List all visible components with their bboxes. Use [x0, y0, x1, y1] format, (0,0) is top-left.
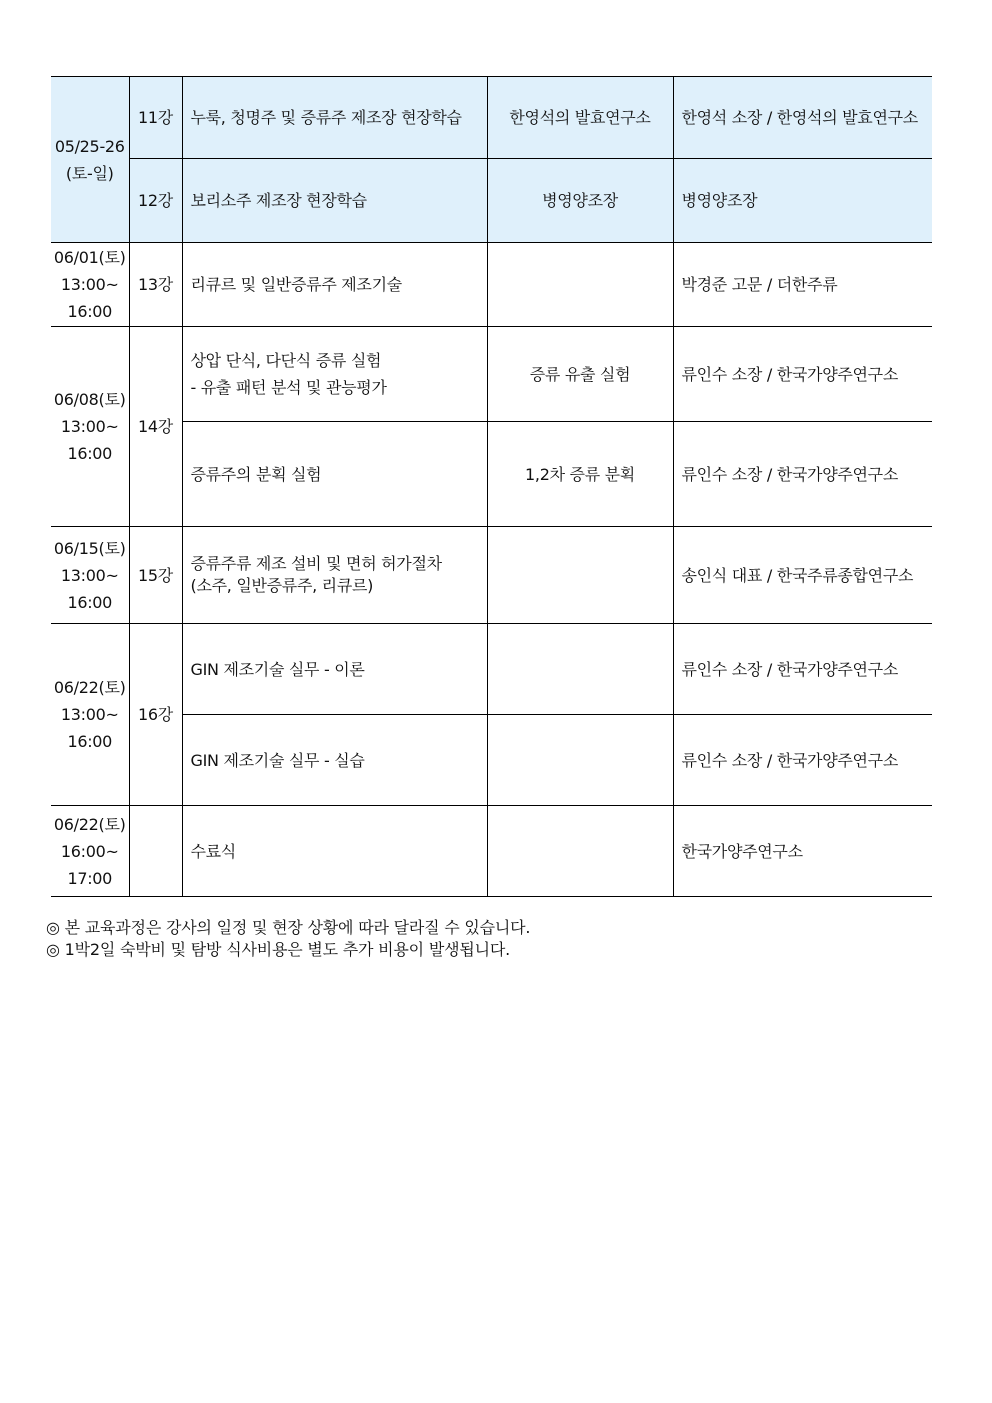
instructor-cell: 한국가양주연구소	[673, 806, 932, 897]
date-text: 06/22(토)	[53, 678, 126, 697]
time-start-text: 13:00~	[60, 705, 119, 724]
lecture-number: 11강	[129, 77, 182, 159]
date-text: 06/01(토)	[53, 248, 126, 267]
table-row	[51, 715, 932, 806]
topic-cell: 증류주의 분획 실험	[182, 422, 487, 527]
place-cell	[487, 715, 673, 806]
time-end-text: 16:00	[67, 444, 113, 463]
topic-cell: 보리소주 제조장 현장학습	[182, 159, 487, 243]
table-row	[51, 243, 932, 327]
place-cell	[487, 527, 673, 624]
topic-line: 상압 단식, 다단식 증류 실험	[190, 351, 382, 370]
table-row	[51, 77, 932, 159]
place-cell	[487, 806, 673, 897]
topic-cell: 리큐르 및 일반증류주 제조기술	[182, 243, 487, 327]
instructor-cell: 한영석 소장 / 한영석의 발효연구소	[673, 77, 932, 159]
notes-section	[46, 917, 530, 961]
topic-line: (소주, 일반증류주, 리큐르)	[190, 576, 374, 595]
date-text: 06/08(토)	[53, 390, 126, 409]
date-text: 06/22(토)	[53, 814, 126, 834]
lecture-number: 15강	[129, 527, 182, 624]
topic-cell	[182, 327, 487, 422]
time-end-text: 17:00	[67, 868, 113, 888]
date-text: 05/25-26	[54, 136, 125, 156]
date-cell	[51, 624, 129, 806]
topic-cell: GIN 제조기술 실무 - 실습	[182, 715, 487, 806]
topic-cell: 누룩, 청명주 및 증류주 제조장 현장학습	[182, 77, 487, 159]
time-start-text: 16:00~	[60, 841, 119, 861]
date-text: 06/15(토)	[53, 538, 126, 558]
time-end-text: 16:00	[67, 302, 113, 321]
instructor-cell: 류인수 소장 / 한국가양주연구소	[673, 327, 932, 422]
topic-cell: GIN 제조기술 실무 - 이론	[182, 624, 487, 715]
instructor-cell: 병영양조장	[673, 159, 932, 243]
topic-line: 증류주류 제조 설비 및 면허 허가절차	[190, 554, 442, 573]
date-cell	[51, 806, 129, 897]
lecture-number: 16강	[129, 624, 182, 806]
time-end-text: 16:00	[67, 732, 113, 751]
lecture-number: 12강	[129, 159, 182, 243]
time-end-text: 16:00	[67, 592, 113, 612]
instructor-cell: 류인수 소장 / 한국가양주연구소	[673, 624, 932, 715]
instructor-cell: 박경준 고문 / 더한주류	[673, 243, 932, 327]
place-cell	[487, 243, 673, 327]
time-start-text: 13:00~	[60, 275, 119, 294]
table-row	[51, 159, 932, 243]
date-cell	[51, 77, 129, 243]
date-cell	[51, 327, 129, 527]
instructor-cell: 류인수 소장 / 한국가양주연구소	[673, 715, 932, 806]
date-cell	[51, 527, 129, 624]
table-row	[51, 527, 932, 624]
note-line: ◎ 1박2일 숙박비 및 탐방 식사비용은 별도 추가 비용이 발생됩니다.	[46, 940, 510, 959]
topic-cell	[182, 527, 487, 624]
place-cell: 병영양조장	[487, 159, 673, 243]
lecture-number: 14강	[129, 327, 182, 527]
topic-line: - 유출 패턴 분석 및 관능평가	[190, 378, 387, 397]
time-start-text: 13:00~	[60, 417, 119, 436]
time-start-text: 13:00~	[60, 565, 119, 585]
place-cell: 증류 유출 실험	[487, 327, 673, 422]
table-row	[51, 422, 932, 527]
instructor-cell: 류인수 소장 / 한국가양주연구소	[673, 422, 932, 527]
lecture-number: 13강	[129, 243, 182, 327]
table-row	[51, 624, 932, 715]
topic-cell: 수료식	[182, 806, 487, 897]
table-row	[51, 806, 932, 897]
place-cell	[487, 624, 673, 715]
day-text: (토-일)	[65, 163, 114, 183]
lecture-number	[129, 806, 182, 897]
place-cell: 한영석의 발효연구소	[487, 77, 673, 159]
note-line: ◎ 본 교육과정은 강사의 일정 및 현장 상황에 따라 달라질 수 있습니다.	[46, 918, 531, 937]
table-row	[51, 327, 932, 422]
instructor-cell: 송인식 대표 / 한국주류종합연구소	[673, 527, 932, 624]
schedule-table	[51, 76, 932, 897]
date-cell	[51, 243, 129, 327]
place-cell: 1,2차 증류 분획	[487, 422, 673, 527]
